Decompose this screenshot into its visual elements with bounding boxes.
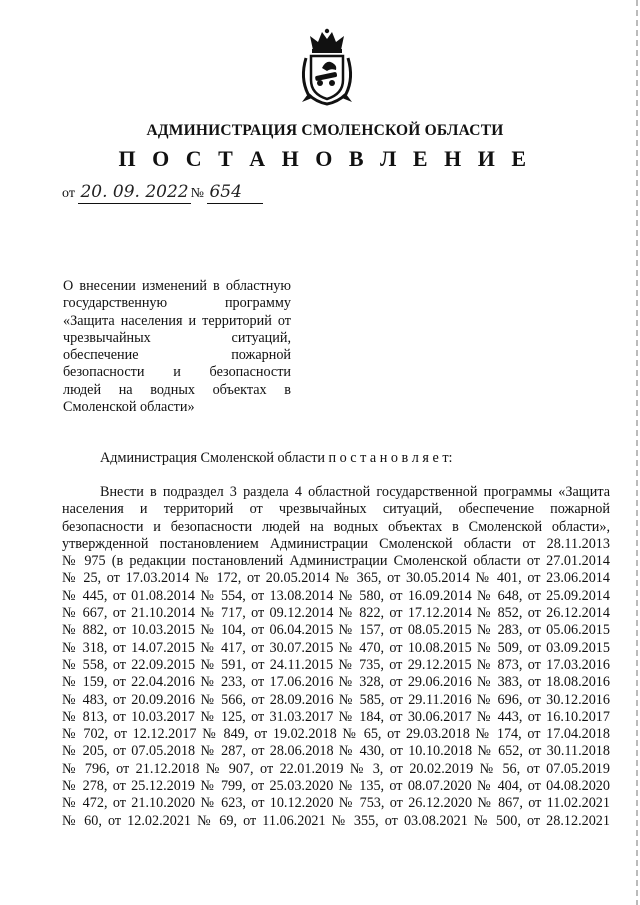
body-line: № 483, от 20.09.2016 № 566, от 28.09.2016 № 585, от 29.11.2016 № 696, от 30.12.2016 <box>62 691 610 708</box>
subject-line: О внесении изменений в областную <box>63 278 291 294</box>
document-body <box>62 484 610 830</box>
document-subject <box>63 278 291 416</box>
body-line: № 975 (в редакции постановлений Администрации Смоленской области от 27.01.2014 <box>62 553 610 570</box>
smolensk-coat-of-arms-icon <box>296 28 358 106</box>
body-line: Внести в подраздел 3 раздела 4 областной государственной программы «Защита <box>100 484 610 500</box>
date-field <box>78 183 190 204</box>
body-line: № 882, от 10.03.2015 № 104, от 06.04.2015 № 157, от 08.05.2015 № 283, от 05.06.2015 <box>62 622 610 639</box>
body-line: № 318, от 14.07.2015 № 417, от 30.07.2015 № 470, от 10.08.2015 № 509, от 03.09.2015 <box>62 639 610 656</box>
organization-title: АДМИНИСТРАЦИЯ СМОЛЕНСКОЙ ОБЛАСТИ <box>146 122 504 139</box>
date-number-line <box>62 183 263 204</box>
body-line: № 25, от 17.03.2014 № 172, от 20.05.2014 № 365, от 30.05.2014 № 401, от 23.06.2014 <box>62 570 610 587</box>
body-line: № 796, от 21.12.2018 № 907, от 22.01.2019 № 3, от 20.02.2019 № 56, от 07.05.2019 <box>62 760 610 777</box>
subject-line: людей на водных объектах в <box>63 381 291 398</box>
subject-line: государственную программу <box>63 295 291 312</box>
date-prefix: от <box>62 186 75 201</box>
body-line: № 472, от 21.10.2020 № 623, от 10.12.2020 № 753, от 26.12.2020 № 867, от 11.02.2021 <box>62 795 610 812</box>
handwritten-date: 20. 09. 2022 <box>80 182 189 202</box>
body-line: населения и территорий от чрезвычайных ситуаций, обеспечение пожарной <box>62 501 610 518</box>
body-line: № 60, от 12.02.2021 № 69, от 11.06.2021 № 355, от 03.08.2021 № 500, от 28.12.2021 <box>62 812 610 829</box>
body-line: № 205, от 07.05.2018 № 287, от 28.06.2018 № 430, от 10.10.2018 № 652, от 30.11.2018 <box>62 743 610 760</box>
body-line: утвержденной постановлением Администрации Смоленской области от 28.11.2013 <box>62 535 610 552</box>
body-line: № 813, от 10.03.2017 № 125, от 31.03.2017 № 184, от 30.06.2017 № 443, от 16.10.2017 <box>62 708 610 725</box>
subject-line: Смоленской области» <box>63 399 195 416</box>
body-line: № 667, от 21.10.2014 № 717, от 09.12.2014 № 822, от 17.12.2014 № 852, от 26.12.2014 <box>62 605 610 622</box>
subject-line: чрезвычайных ситуаций, <box>63 329 291 346</box>
subject-line: обеспечение пожарной <box>63 347 291 364</box>
body-line: № 445, от 01.08.2014 № 554, от 13.08.2014 № 580, от 16.09.2014 № 648, от 25.09.2014 <box>62 587 610 604</box>
body-line: безопасности и безопасности людей на водных объектах в Смоленской области», <box>62 518 610 535</box>
document-type-title: П О С Т А Н О В Л Е Н И Е <box>118 146 532 171</box>
preamble: Администрация Смоленской области п о с т а н о в л я е т: <box>100 450 453 466</box>
body-line: № 159, от 22.04.2016 № 233, от 17.06.2016 № 328, от 29.06.2016 № 383, от 18.08.2016 <box>62 674 610 691</box>
handwritten-number: 654 <box>209 182 242 202</box>
number-field <box>207 183 263 204</box>
body-line: № 278, от 25.12.2019 № 799, от 25.03.2020 № 135, от 08.07.2020 № 404, от 04.08.2020 <box>62 778 610 795</box>
subject-line: «Защита населения и территорий от <box>63 312 291 329</box>
body-line: № 558, от 22.09.2015 № 591, от 24.11.2015 № 735, от 29.12.2015 № 873, от 17.03.2016 <box>62 656 610 673</box>
subject-line: безопасности и безопасности <box>63 364 291 381</box>
number-sign: № <box>190 186 204 201</box>
body-line: № 702, от 12.12.2017 № 849, от 19.02.2018 № 65, от 29.03.2018 № 174, от 17.04.2018 <box>62 726 610 743</box>
